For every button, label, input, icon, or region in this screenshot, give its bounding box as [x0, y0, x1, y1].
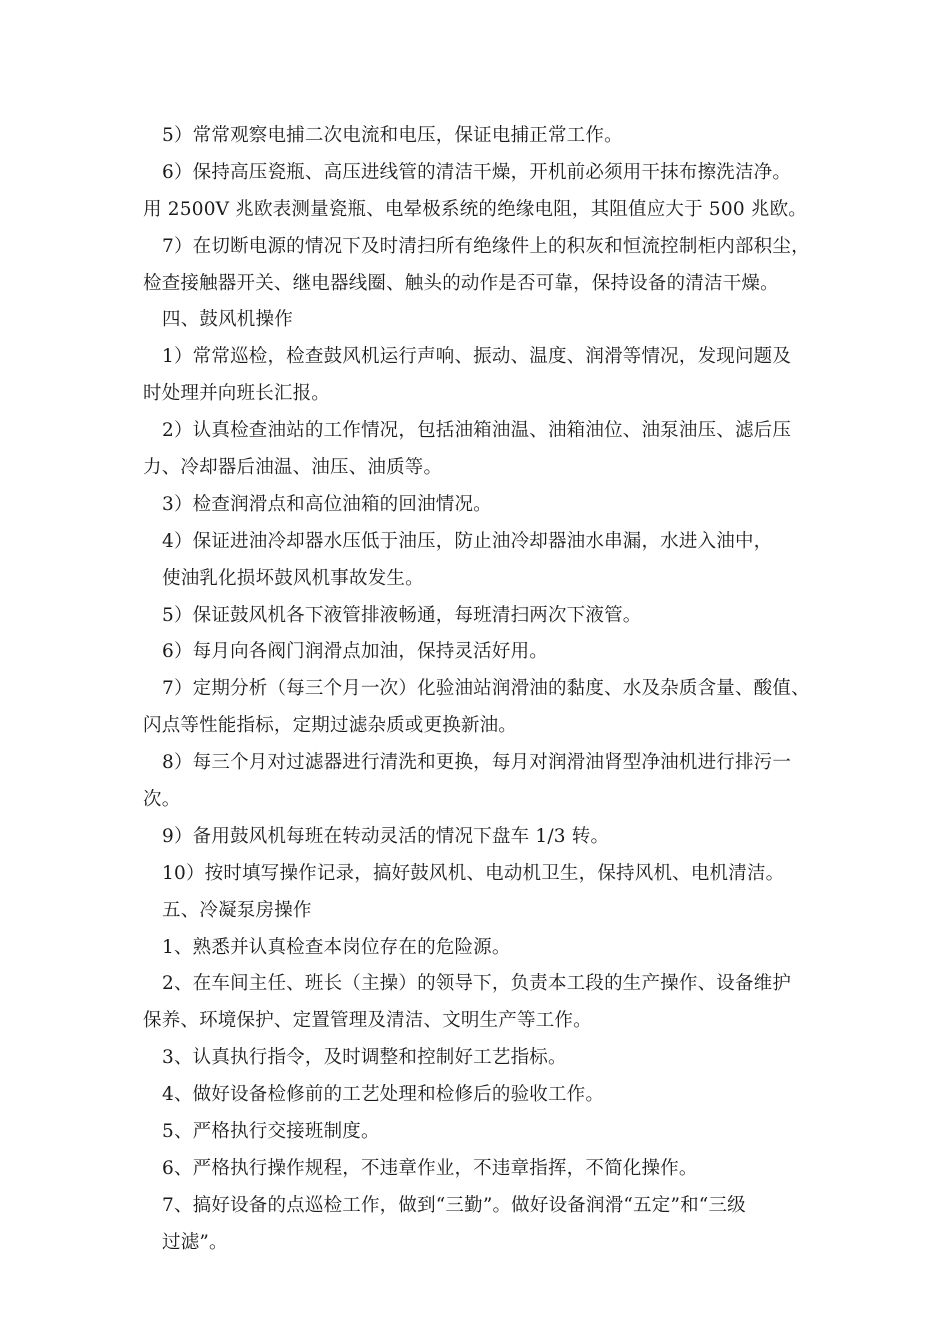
paragraph-line: 次。 — [143, 789, 181, 811]
paragraph-line: 6）保持高压瓷瓶、高压进线管的清洁干燥，开机前必须用干抹布擦洗洁净。 — [162, 161, 792, 183]
section-heading: 五、冷凝泵房操作 — [162, 899, 312, 921]
paragraph-line: 3、认真执行指令，及时调整和控制好工艺指标。 — [162, 1047, 567, 1069]
paragraph-line: 8）每三个月对过滤器进行清洗和更换，每月对润滑油肾型净油机进行排污一 — [162, 752, 792, 774]
paragraph-line: 2、在车间主任、班长（主操）的领导下，负责本工段的生产操作、设备维护 — [162, 973, 792, 995]
paragraph-line: 使油乳化损坏鼓风机事故发生。 — [162, 567, 424, 589]
document-body — [0, 118, 950, 1262]
paragraph-line: 7、搞好设备的点巡检工作，做到“三勤”。做好设备润滑“五定”和“三级 — [162, 1194, 746, 1216]
paragraph-line: 3）检查润滑点和高位油箱的回油情况。 — [162, 493, 492, 515]
paragraph-line: 6、严格执行操作规程，不违章作业，不违章指挥，不简化操作。 — [162, 1157, 698, 1179]
paragraph-line: 1）常常巡检，检查鼓风机运行声响、振动、温度、润滑等情况，发现问题及 — [162, 346, 792, 368]
paragraph-line: 时处理并向班长汇报。 — [143, 383, 331, 405]
section-heading: 四、鼓风机操作 — [162, 309, 293, 331]
paragraph-line: 5）保证鼓风机各下液管排液畅通，每班清扫两次下液管。 — [162, 604, 642, 626]
paragraph-line: 闪点等性能指标，定期过滤杂质或更换新油。 — [143, 715, 518, 737]
paragraph-line: 5、严格执行交接班制度。 — [162, 1121, 380, 1143]
paragraph-line: 1、熟悉并认真检查本岗位存在的危险源。 — [162, 936, 511, 958]
paragraph-line: 2）认真检查油站的工作情况，包括油箱油温、油箱油位、油泵油压、滤后压 — [162, 420, 792, 442]
paragraph-line: 过滤”。 — [162, 1231, 228, 1253]
paragraph-line: 4、做好设备检修前的工艺处理和检修后的验收工作。 — [162, 1084, 605, 1106]
paragraph-line: 4）保证进油冷却器水压低于油压，防止油冷却器油水串漏，水进入油中， — [162, 530, 773, 552]
paragraph-line: 力、冷却器后油温、油压、油质等。 — [143, 457, 443, 479]
paragraph-line: 保养、环境保护、定置管理及清洁、文明生产等工作。 — [143, 1010, 592, 1032]
paragraph-line: 9）备用鼓风机每班在转动灵活的情况下盘车 1/3 转。 — [162, 825, 610, 847]
paragraph-line: 6）每月向各阀门润滑点加油，保持灵活好用。 — [162, 641, 548, 663]
paragraph-line: 7）在切断电源的情况下及时清扫所有绝缘件上的积灰和恒流控制柜内部积尘， — [162, 235, 810, 257]
paragraph-line: 10）按时填写操作记录，搞好鼓风机、电动机卫生，保持风机、电机清洁。 — [162, 862, 785, 884]
paragraph-line: 检查接触器开关、继电器线圈、触头的动作是否可靠，保持设备的清洁干燥。 — [143, 272, 779, 294]
paragraph-line: 5）常常观察电捕二次电流和电压，保证电捕正常工作。 — [162, 125, 623, 146]
paragraph-line: 7）定期分析（每三个月一次）化验油站润滑油的黏度、水及杂质含量、酸值、 — [162, 678, 810, 700]
paragraph-line: 用 2500V 兆欧表测量瓷瓶、电晕极系统的绝缘电阻，其阻值应大于 500 兆欧。 — [143, 198, 807, 220]
